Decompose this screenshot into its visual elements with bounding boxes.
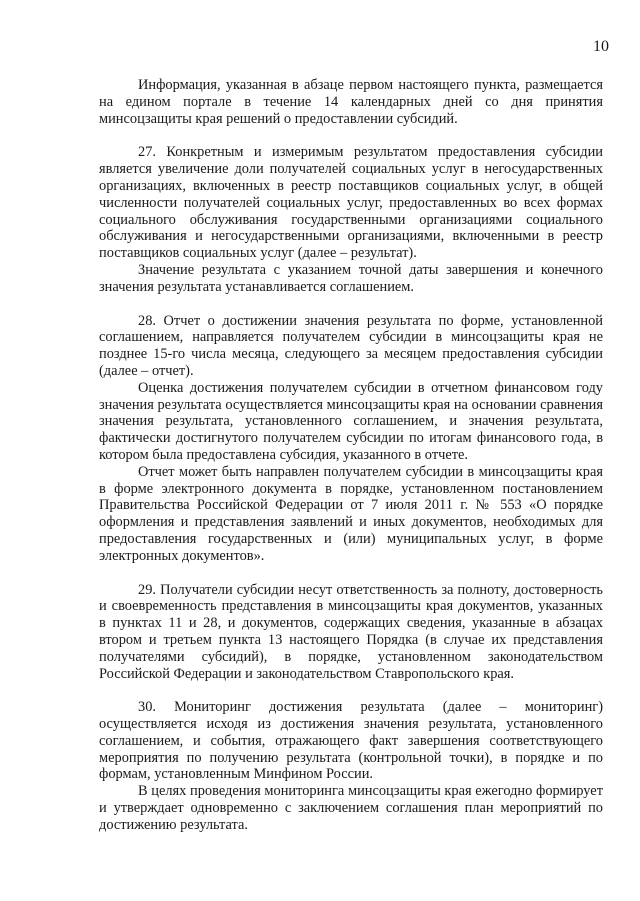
paragraph-result-value: Значение результата с указанием точной даты завершения и конечного значения результата устанавливается соглашением. bbox=[99, 261, 603, 295]
paragraph-monitoring-plan: В целях проведения мониторинга минсоцзащиты края ежегодно формирует и утверждает одновременно с заключением соглашения план мероприятий по достижению результата. bbox=[99, 783, 603, 833]
paragraph-result-assessment: Оценка достижения получателем субсидии в отчетном финансовом году значения результата осуществляется минсоцзащиты края на основании сравнения значения результата, установленного соглашением, и значения результата, фактически достигнутого получателем субсидии по итогам финансового года, в котором была предоставлена субсидия, указанного в отчете. bbox=[99, 379, 603, 463]
paragraph-item-28: 28. Отчет о достижении значения результата по форме, установленной соглашением, направляется получателем субсидии в минсоцзащиты края не позднее 15-го числа месяца, следующего за месяцем предоставления субсидии (далее – отчет). bbox=[99, 312, 603, 379]
paragraph-electronic-report: Отчет может быть направлен получателем субсидии в минсоцзащиты края в форме электронного документа в порядке, установленном постановлением Правительства Российской Федерации от 7 июля 2011 г. № 553 «О порядке оформления и представления заявлений и иных документов, необходимых для предоставления государственных и (или) муниципальных услуг, в форме электронных документов». bbox=[99, 463, 603, 564]
paragraph-item-30: 30. Мониторинг достижения результата (далее – мониторинг) осуществляется исходя из достижения значения результата, установленного соглашением, и события, отражающего факт завершения соответствующего мероприятия по получению результата (контрольной точки), в порядке и по формам, установленным Минфином России. bbox=[99, 699, 603, 783]
document-body bbox=[99, 77, 603, 834]
page-number: 10 bbox=[593, 38, 609, 55]
paragraph-publication-info: Информация, указанная в абзаце первом настоящего пункта, размещается на едином портале в течение 14 календарных дней со дня принятия минсоцзащиты края решений о предоставлении субсидий. bbox=[99, 77, 603, 127]
paragraph-item-29: 29. Получатели субсидии несут ответственность за полноту, достоверность и своевременность представления в минсоцзащиты края документов, указанных в пунктах 11 и 28, и документов, содержащих сведения, указанные в абзацах втором и третьем пункта 13 настоящего Порядка (в случае их представления получателями субсидий), в порядке, установленном законодательством Российской Федерации и законодательством Ставропольского края. bbox=[99, 581, 603, 682]
paragraph-item-27: 27. Конкретным и измеримым результатом предоставления субсидии является увеличение доли получателей социальных услуг в негосударственных организациях, включенных в реестр поставщиков социальных услуг, в общей численности получателей социальных услуг, предоставленных во всех формах социального обслуживания государственными организациями социального обслуживания и негосударственными организациями, включенными в реестр поставщиков социальных услуг (далее – результат). bbox=[99, 144, 603, 262]
